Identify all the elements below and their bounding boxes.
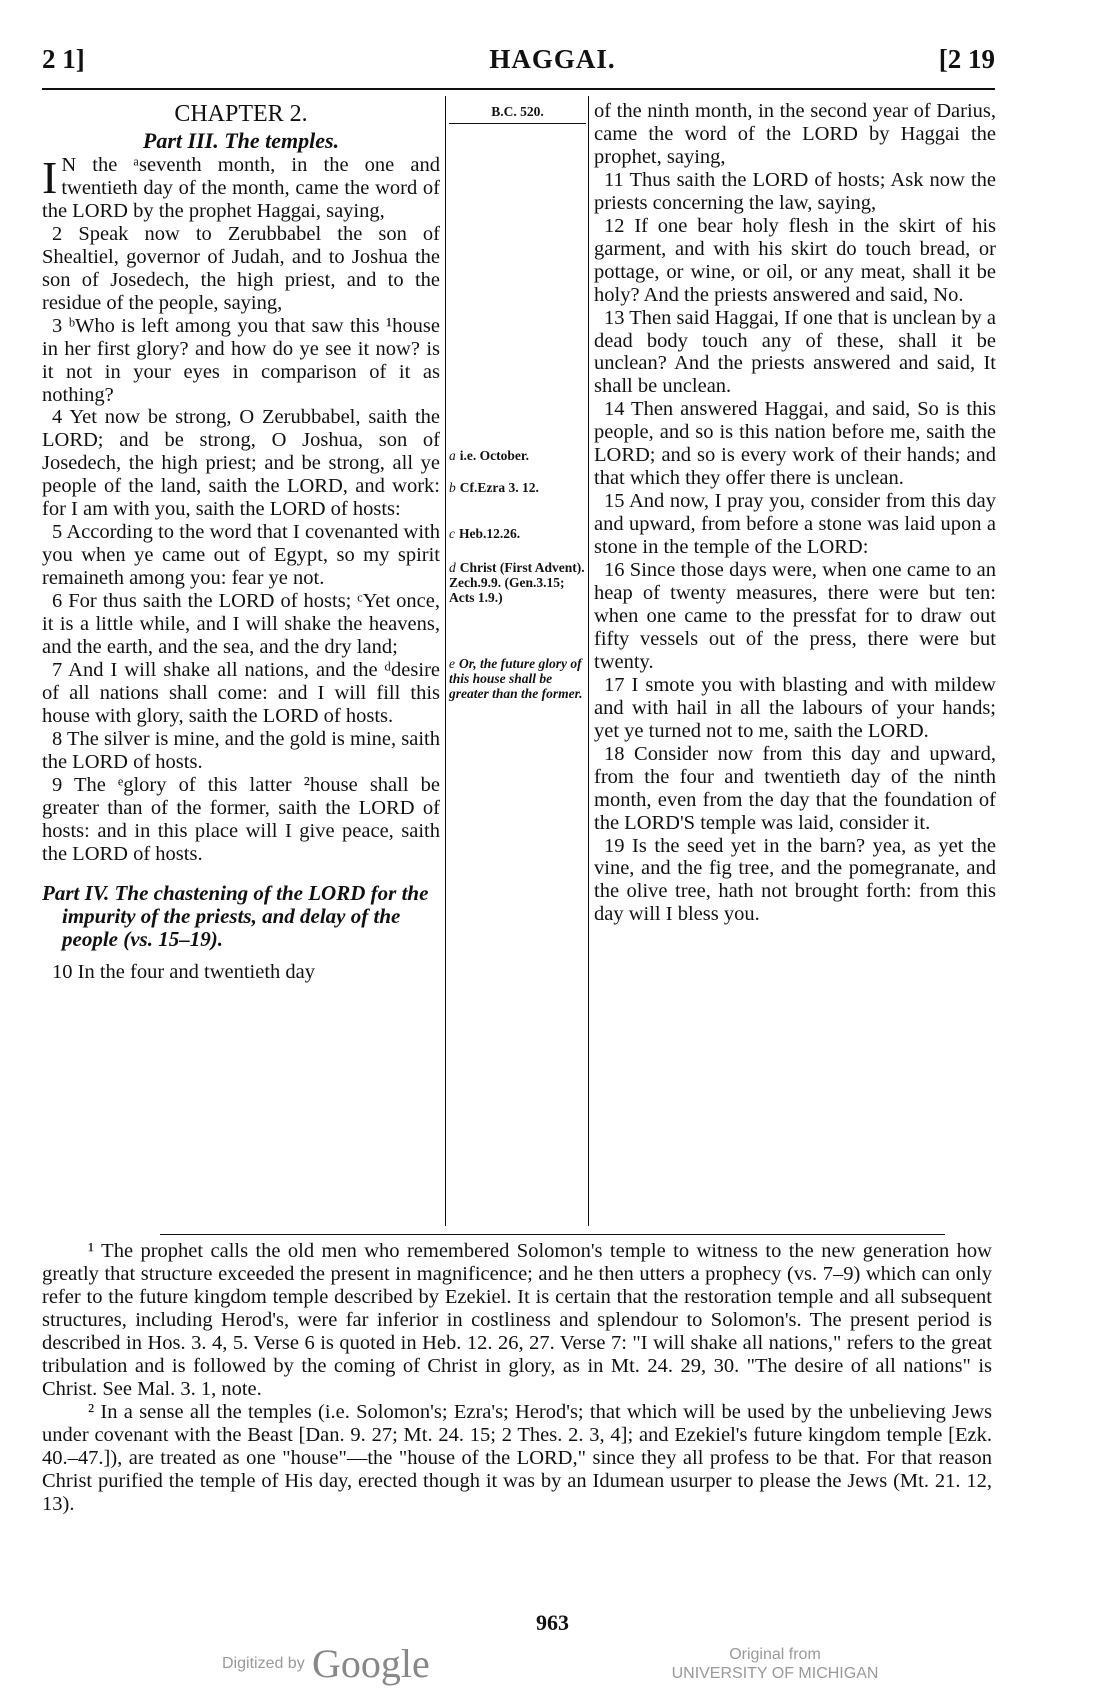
margin-note-c: c Heb.12.26. (449, 526, 521, 541)
original-from-text: Original from (729, 1646, 821, 1663)
column-divider-right (588, 96, 589, 1226)
center-margin-notes (449, 96, 586, 796)
digitized-by-label: Digitized by (222, 1655, 305, 1672)
left-text-column (42, 100, 440, 984)
verse-12: 12 If one bear holy flesh in the skirt of his garment, and with his skirt do touch bread, or pottage, or wine, or oil, or any meat, shall it be holy? And the priests answered and said, No. (594, 214, 996, 306)
section-heading-part-3: Part III. The temples. (142, 128, 340, 153)
verse-3: 3 ᵇWho is left among you that saw this ¹house in her first glory? and how do ye see it now? is it not in your eyes in comparison of it as nothing? (42, 314, 440, 406)
verse-5: 5 According to the word that I covenanted with you when ye came out of Egypt, so my spirit remaineth among you: fear ye not. (42, 521, 440, 590)
margin-date: B.C. 520. (449, 96, 586, 124)
running-head-right: [2 19 (938, 44, 995, 74)
verse-17: 17 I smote you with blasting and with mildew and with hail in all the labours of your hands; yet ye turned not to me, saith the LORD. (594, 673, 996, 742)
original-source-label (660, 1645, 890, 1683)
page-number: 963 (536, 1610, 569, 1635)
verse-1-text: N the ᵃseventh month, in the one and twentieth day of the month, came the word of the LORD by the prophet Haggai, saying, (42, 154, 440, 222)
margin-note-a: a i.e. October. (449, 448, 529, 463)
footnote-2: ² In a sense all the temples (i.e. Solomon's; Ezra's; Herod's; that which will be used by the unbelieving Jews under covenant with the Beast [Dan. 9. 27; Mt. 24. 15; 2 Thes. 2. 3, 4]; and Ezekiel's future kingdom temple [Ezk. 40.–47.]), are treated as one "house"—the "house of the LORD," since they all profess to be that. For that reason Christ purified the temple of His day, erected though it was by an Idumean usurper to please the Jews (Mt. 21. 12, 13). (42, 1401, 992, 1515)
verse-16: 16 Since those days were, when one came to an heap of twenty measures, there were but ten: when one came to the pressfat for to draw out fifty vessels out of the press, there were but twenty. (594, 559, 996, 673)
footnote-1: ¹ The prophet calls the old men who remembered Solomon's temple to witness to the new generation how greatly that structure exceeded the present in magnificence; and he then utters a prophecy (vs. 7–9) which can only refer to the future kingdom temple described by Ezekiel. It is certain that the restoration temple and all subsequent structures, including Herod's, were far inferior in costliness and splendour to Solomon's. The present period is described in Hos. 3. 4, 5. Verse 6 is quoted in Heb. 12. 26, 27. Verse 7: "I will shake all nations," refers to the great tribulation and is followed by the coming of Christ in glory, as in Mt. 24. 29, 30. "The desire of all nations" is Christ. See Mal. 3. 1, note. (42, 1240, 992, 1400)
header-rule (42, 88, 995, 90)
verse-4: 4 Yet now be strong, O Zerubbabel, saith the LORD; and be strong, O Joshua, son of Josedech, the high priest; and be strong, all ye people of the land, saith the LORD, and work: for I am with you, saith the LORD of hosts: (42, 406, 440, 521)
book-title: HAGGAI. (489, 44, 616, 74)
footnotes (42, 1240, 992, 1516)
chapter-heading: CHAPTER 2. (174, 101, 308, 127)
verse-19: 19 Is the seed yet in the barn? yea, as yet the vine, and the fig tree, and the pomegranate, and the olive tree, hath not brought forth: from this day will I bless you. (594, 834, 996, 926)
footnote-rule (160, 1234, 945, 1235)
verse-1 (42, 154, 440, 223)
margin-note-e: e Or, the future glory of this house shall be greater than the former. (449, 656, 583, 701)
verse-18: 18 Consider now from this day and upward, from the four and twentieth day of the ninth month, even from the day that the foundation of the LORD'S temple was laid, consider it. (594, 742, 996, 834)
university-text: UNIVERSITY OF MICHIGAN (671, 1665, 879, 1682)
column-divider-left (445, 96, 446, 1226)
verse-14: 14 Then answered Haggai, and said, So is this people, and so is this nation before me, saith the LORD; and so is every work of their hands; and that which they offer there is unclean. (594, 398, 996, 490)
verse-6: 6 For thus saith the LORD of hosts; ᶜYet once, it is a little while, and I will shake the heavens, and the earth, and the sea, and the dry land; (42, 590, 440, 659)
drop-cap: I (42, 152, 58, 203)
verse-15: 15 And now, I pray you, consider from this day and upward, from before a stone was laid upon a stone in the temple of the LORD: (594, 490, 996, 559)
verse-13: 13 Then said Haggai, If one that is unclean by a dead body touch any of these, shall it be unclean? And the priests answered and said, It shall be unclean. (594, 306, 996, 398)
right-text-column (594, 100, 996, 926)
section-heading-part-4: Part IV. The chastening of the LORD for the impurity of the priests, and delay of the people (vs. 15–19). (42, 880, 429, 951)
verse-9: 9 The ᵉglory of this latter ²house shall be greater than of the former, saith the LORD of hosts: and in this place will I give peace, saith the LORD of hosts. (42, 773, 440, 865)
verse-10-continued: of the ninth month, in the second year of Darius, came the word of the LORD by Haggai the prophet, saying, (594, 100, 996, 168)
google-logo: Google (312, 1641, 430, 1686)
verse-11: 11 Thus saith the LORD of hosts; Ask now the priests concerning the law, saying, (594, 168, 996, 214)
verse-10: 10 In the four and twentieth day (52, 960, 316, 983)
running-head-left: 2 1] (42, 44, 85, 74)
verse-2: 2 Speak now to Zerubbabel the son of Shealtiel, governor of Judah, and to Joshua the son of Josedech, the high priest, and to the residue of the people, saying, (42, 222, 440, 314)
verse-7: 7 And I will shake all nations, and the ᵈdesire of all nations shall come: and I will fill this house with glory, saith the LORD of hosts. (42, 658, 440, 727)
verse-8: 8 The silver is mine, and the gold is mine, saith the LORD of hosts. (42, 727, 440, 773)
margin-note-d: d Christ (First Advent). Zech.9.9. (Gen.3.15; Acts 1.9.) (449, 560, 585, 605)
margin-note-b: b Cf.Ezra 3. 12. (449, 480, 539, 495)
